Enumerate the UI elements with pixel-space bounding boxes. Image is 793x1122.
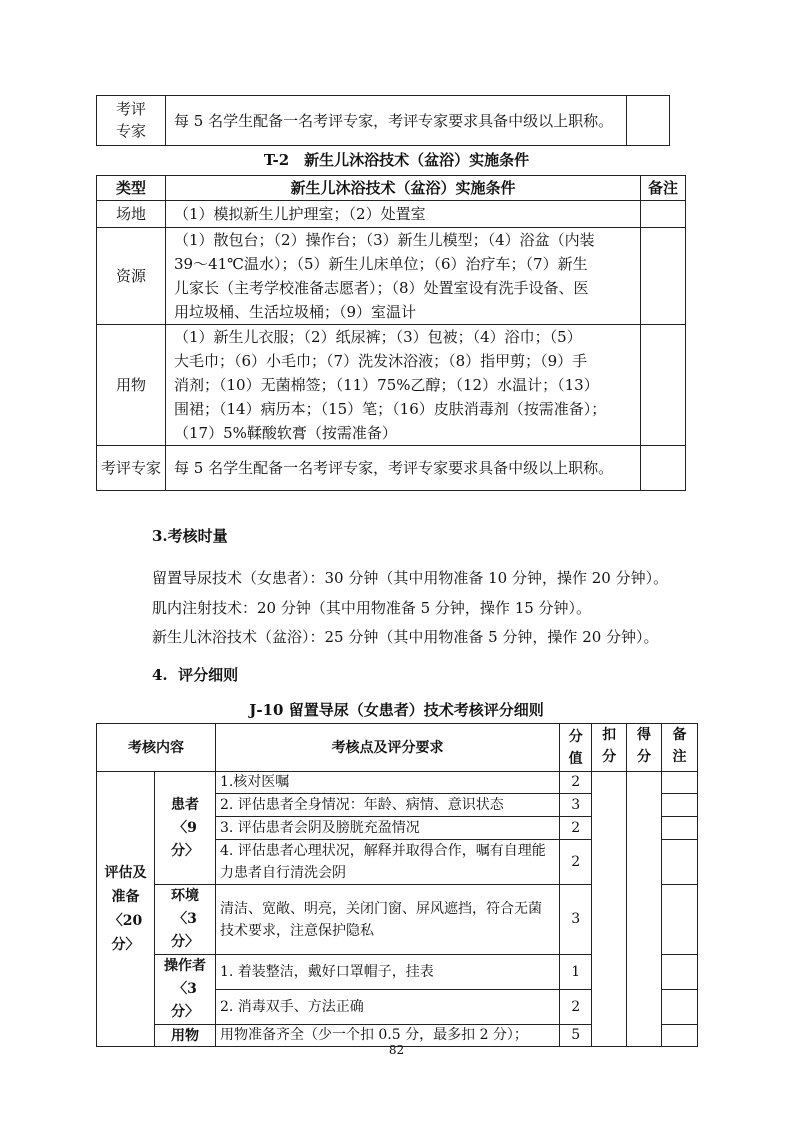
remark-cell: [662, 955, 698, 990]
remark-cell: [662, 817, 698, 840]
item-score: 1: [560, 955, 592, 990]
item-score: 2: [560, 772, 592, 794]
remark-cell: [662, 772, 698, 794]
remark-cell: [662, 794, 698, 817]
header-type: 类型: [97, 176, 166, 201]
remark-cell: [662, 990, 698, 1025]
item-score: 3: [560, 885, 592, 955]
main-group-text: 评估及准备〈20 分〉: [104, 865, 147, 953]
row-type: 用物: [97, 325, 166, 446]
section-heading: 3.考核时量: [152, 527, 228, 545]
row-type: [97, 446, 166, 491]
header-remark-text: 备注: [672, 727, 687, 765]
paragraph-line: 留置导尿技术（女患者）：30 分钟（其中用物准备 10 分钟，操作 20 分钟）。: [152, 569, 669, 587]
item-text: 3. 评估患者会阴及膀胱充盈情况: [215, 817, 559, 840]
item-score: 5: [560, 1025, 592, 1047]
header-score-text: 分值: [568, 728, 583, 767]
item-text: 2. 评估患者全身情况：年龄、病情、意识状态: [215, 794, 559, 817]
item-score: 3: [560, 794, 592, 817]
line: 儿家长（主考学校准备志愿者）；（8）处置室设有洗手设备、医: [174, 279, 589, 297]
item-score: 2: [560, 840, 592, 885]
group-label-supplies: 用物: [154, 1025, 215, 1047]
line: 消剂；（10）无菌棉签；（11）75%乙醇；（12）水温计；（13）: [174, 376, 599, 394]
paragraph-line: 新生儿沐浴技术（盆浴）：25 分钟（其中用物准备 5 分钟，操作 20 分钟）。: [152, 628, 659, 646]
remark-cell: [662, 885, 698, 955]
row-type: 场地: [97, 201, 166, 228]
line: （17）5%鞣酸软膏（按需准备）: [174, 424, 397, 442]
header-score: [560, 724, 592, 772]
deduct-cell: [592, 772, 627, 1047]
remark-cell: [662, 840, 698, 885]
line: 39～41℃温水）；（5）新生儿床单位；（6）治疗车；（7）新生: [174, 255, 588, 273]
row-content: 每 5 名学生配备一名考评专家，考评专家要求具备中级以上职称。: [166, 96, 627, 146]
row-label: [97, 96, 166, 146]
line: （1）散包台；（2）操作台；（3）新生儿模型；（4）浴盆（内装: [174, 231, 595, 249]
paragraph-line: 肌内注射技术：20 分钟（其中用物准备 5 分钟，操作 15 分钟）。: [152, 599, 592, 617]
group-text: 环境〈3 分〉: [170, 888, 199, 950]
scoring-table: [96, 723, 698, 1047]
item-score: 2: [560, 990, 592, 1025]
item-text: 清洁、宽敞、明亮，关闭门窗、屏风遮挡，符合无菌技术要求，注意保护隐私: [215, 885, 559, 955]
row-conditions: [166, 446, 641, 491]
remark-cell: [641, 325, 686, 446]
item-text: 用物准备齐全（少一个扣 0.5 分，最多扣 2 分）；: [215, 1025, 559, 1047]
group-label-environment: [154, 885, 215, 955]
header-points: 考核点及评分要求: [215, 724, 559, 772]
conditions-table: [96, 175, 686, 491]
group-text: 患者〈9 分〉: [170, 796, 199, 859]
remark-cell: [641, 446, 686, 491]
line: 大毛巾；（6）小毛巾；（7）洗发沐浴液；（8）指甲剪；（9）手: [174, 352, 588, 370]
header-deduct-text: 扣分: [602, 727, 617, 765]
row-label-text: 考评专家: [115, 100, 146, 140]
item-text: 4. 评估患者心理状况，解释并取得合作，嘱有自理能力患者自行清洗会阴: [215, 840, 559, 885]
row-conditions: [166, 325, 641, 446]
table-continuation: [96, 95, 670, 146]
item-text: 1. 着装整洁，戴好口罩帽子，挂表: [215, 955, 559, 990]
item-text: 2. 消毒双手、方法正确: [215, 990, 559, 1025]
table-caption: T-2 新生儿沐浴技术（盆浴）实施条件: [263, 151, 530, 169]
header-get-text: 得分: [637, 727, 652, 765]
remark-cell: [627, 96, 670, 146]
row-conditions: [166, 201, 641, 228]
main-group-label: [97, 772, 155, 1047]
remark-cell: [641, 201, 686, 228]
item-text: 1.核对医嘱: [215, 772, 559, 794]
row-type: 资源: [97, 228, 166, 325]
get-cell: [627, 772, 662, 1047]
header-remark: [662, 724, 698, 772]
header-content: 考核内容: [97, 724, 216, 772]
page-number: 82: [388, 1043, 405, 1057]
header-remark: 备注: [641, 176, 686, 201]
line: （1）新生儿衣服；（2）纸尿裤；（3）包被；（4）浴巾；（5）: [174, 328, 582, 346]
header-get: [627, 724, 662, 772]
group-label-patient: [154, 772, 215, 885]
group-label-operator: [154, 955, 215, 1025]
header-conditions: 新生儿沐浴技术（盆浴）实施条件: [166, 176, 641, 201]
section-heading: 4. 评分细则: [152, 666, 239, 684]
row-type-text: 考评专家: [100, 459, 161, 477]
table-caption: J-10 留置导尿（女患者）技术考核评分细则: [249, 701, 544, 719]
line: 围裙；（14）病历本；（15）笔；（16）皮肤消毒剂（按需准备）；: [174, 400, 607, 418]
remark-cell: [641, 228, 686, 325]
item-score: 2: [560, 817, 592, 840]
line: （1）模拟新生儿护理室；（2）处置室: [174, 205, 426, 223]
group-text: 操作者〈3 分〉: [163, 958, 206, 1020]
header-deduct: [592, 724, 627, 772]
row-conditions: [166, 228, 641, 325]
line: 用垃圾桶、生活垃圾桶；（9）室温计: [174, 303, 417, 321]
line: 每 5 名学生配备一名考评专家，考评专家要求具备中级以上职称。: [174, 459, 614, 477]
